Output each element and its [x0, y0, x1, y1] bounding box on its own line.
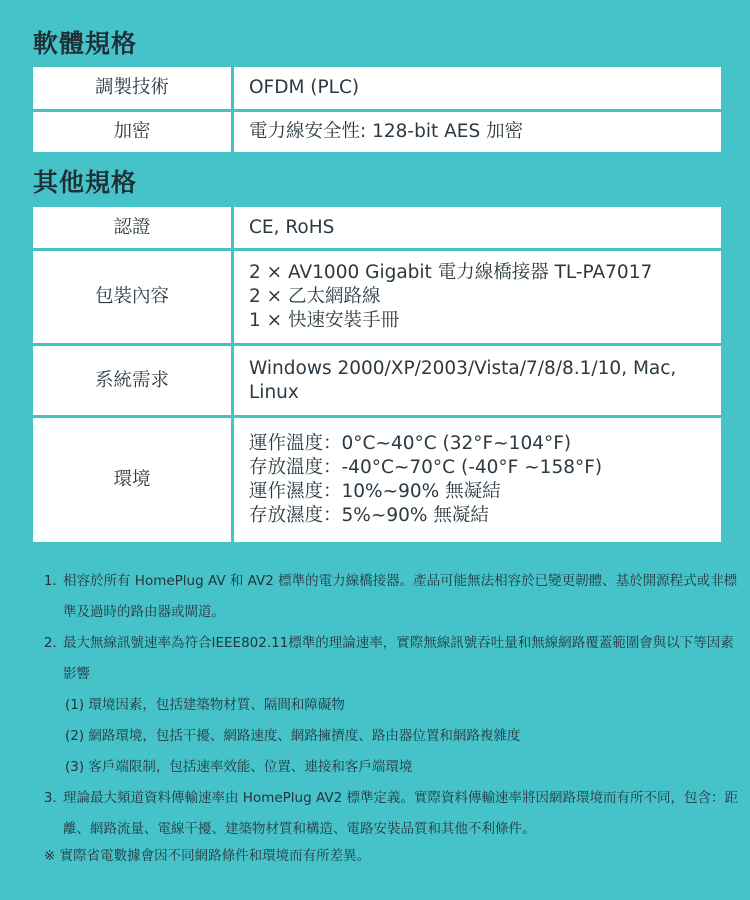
- row-label: 認證: [33, 207, 234, 248]
- row-label: 包裝內容: [33, 251, 234, 343]
- row-value: [234, 251, 721, 343]
- table-row: [33, 418, 721, 542]
- other-specs-table: [33, 204, 721, 545]
- row-label: 加密: [33, 112, 234, 152]
- note-item: [61, 566, 741, 628]
- value-line: Linux: [249, 381, 299, 403]
- software-specs-table: [33, 64, 721, 155]
- table-row: [33, 67, 721, 109]
- value-line: 存放溫度：-40°C~70°C (-40°F ~158°F): [249, 457, 603, 478]
- row-value: [234, 67, 721, 109]
- note-text: 最大無線訊號速率為符合IEEE802.11標準的理論速率，實際無線訊號吞吐量和無線網路覆蓋範圍會與以下等因素影響: [63, 635, 734, 682]
- row-value: [234, 418, 721, 542]
- value-line: 2 × 乙太網路線: [249, 286, 381, 307]
- note-item: [61, 783, 741, 845]
- row-label: 系統需求: [33, 346, 234, 415]
- note-item: [61, 628, 741, 783]
- row-label: 環境: [33, 418, 234, 542]
- value-line: 1 × 快速安裝手冊: [249, 310, 400, 331]
- value-line: 運作濕度：10%~90% 無凝結: [249, 481, 501, 502]
- value-line: 電力線安全性: 128-bit AES 加密: [249, 121, 524, 142]
- software-specs-title: 軟體規格: [33, 29, 138, 58]
- note-text: 相容於所有 HomePlug AV 和 AV2 標準的電力線橋接器。產品可能無法相容於已變更韌體、基於開源程式或非標準及過時的路由器或閘道。: [63, 573, 738, 620]
- value-line: 運作溫度：0°C~40°C (32°F~104°F): [249, 433, 572, 454]
- table-row: [33, 207, 721, 248]
- value-line: OFDM (PLC): [249, 77, 360, 98]
- note-subitem: (3) 客戶端限制，包括速率效能、位置、連接和客戶端環境: [65, 759, 413, 775]
- row-label: 調製技術: [33, 67, 234, 109]
- table-row: [33, 251, 721, 343]
- value-line: Windows 2000/XP/2003/Vista/7/8/8.1/10, Mac,: [249, 357, 677, 379]
- footnote: ※ 實際省電數據會因不同網路條件和環境而有所差異。: [44, 848, 371, 864]
- table-row: [33, 346, 721, 415]
- note-text: 理論最大頻道資料傳輸速率由 HomePlug AV2 標準定義。實際資料傳輸速率將因網路環境而有所不同，包含：距離、網路流量、電線干擾、建築物材質和構造、電路安裝品質和其他不利條件。: [63, 790, 738, 837]
- note-subitem: (2) 網路環境，包括干擾、網路速度、網路擁擠度、路由器位置和網路複雜度: [65, 728, 521, 744]
- note-subitem: (1) 環境因素，包括建築物材質、隔間和障礙物: [65, 697, 345, 713]
- row-value: [234, 207, 721, 248]
- value-line: 2 × AV1000 Gigabit 電力線橋接器 TL-PA7017: [249, 262, 653, 283]
- other-specs-title: 其他規格: [33, 168, 138, 197]
- row-value: [234, 346, 721, 415]
- value-line: CE, RoHS: [249, 216, 335, 238]
- value-line: 存放濕度：5%~90% 無凝結: [249, 505, 489, 526]
- row-value: [234, 112, 721, 152]
- table-row: [33, 112, 721, 152]
- notes-list: [43, 566, 741, 845]
